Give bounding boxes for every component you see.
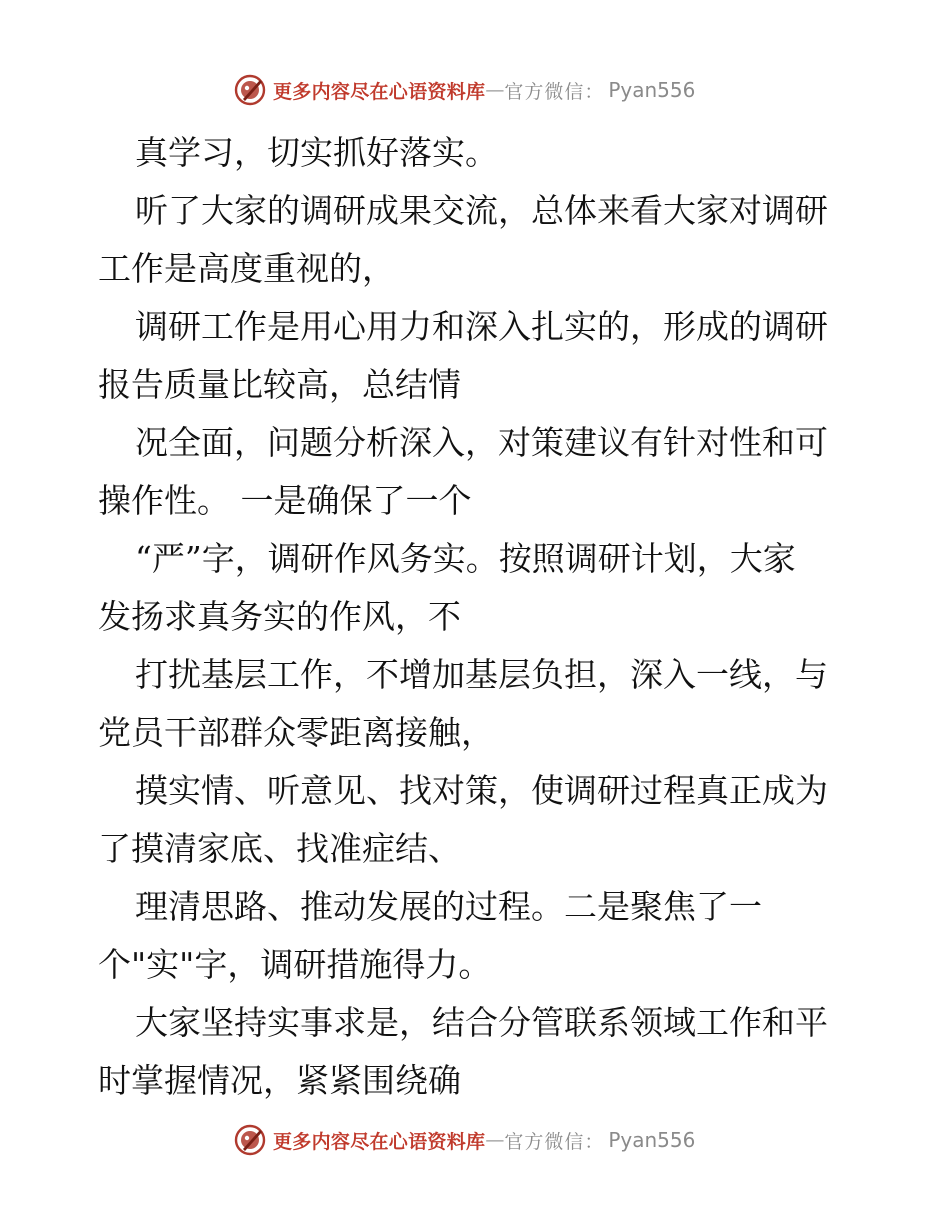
pen-logo-icon <box>233 73 267 107</box>
footer-banner <box>233 1122 713 1158</box>
text-line: 了摸清家底、找准症结、 <box>98 829 461 868</box>
wechat-label: 官方微信： <box>504 1130 605 1153</box>
document-body <box>98 124 858 1110</box>
library-name: 更多内容尽在心语资料库 <box>273 80 486 103</box>
header-banner <box>233 72 713 108</box>
text-line: 个"实"字，调研措施得力。 <box>98 945 492 984</box>
text-line: 打扰基层工作，不增加基层负担，深入一线，与 <box>135 655 828 694</box>
wechat-label: 官方微信： <box>504 80 605 103</box>
text-line: 理清思路、推动发展的过程。二是聚焦了一 <box>135 887 762 926</box>
text-line: 听了大家的调研成果交流，总体来看大家对调研 <box>135 191 828 230</box>
wechat-id: Pyan556 <box>608 1128 696 1152</box>
text-line: 操作性。 一是确保了一个 <box>98 481 472 520</box>
banner-dash: — <box>485 79 505 101</box>
text-line: 工作是高度重视的， <box>98 249 395 288</box>
text-line: 党员干部群众零距离接触， <box>98 713 494 752</box>
text-line: 时掌握情况，紧紧围绕确 <box>98 1061 461 1100</box>
pen-logo-icon <box>233 1123 267 1157</box>
text-line: 报告质量比较高，总结情 <box>98 365 461 404</box>
banner-dash: — <box>485 1129 505 1151</box>
text-line: 发扬求真务实的作风，不 <box>98 597 461 636</box>
text-line: 况全面，问题分析深入，对策建议有针对性和可 <box>135 423 828 462</box>
text-line: 摸实情、听意见、找对策，使调研过程真正成为 <box>135 771 828 810</box>
text-line: 调研工作是用心用力和深入扎实的，形成的调研 <box>135 307 828 346</box>
wechat-id: Pyan556 <box>608 78 696 102</box>
text-line: “严”字，调研作风务实。按照调研计划，大家 <box>135 539 796 578</box>
text-line: 大家坚持实事求是，结合分管联系领域工作和平 <box>135 1003 828 1042</box>
text-line: 真学习，切实抓好落实。 <box>135 133 498 172</box>
library-name: 更多内容尽在心语资料库 <box>273 1130 486 1153</box>
